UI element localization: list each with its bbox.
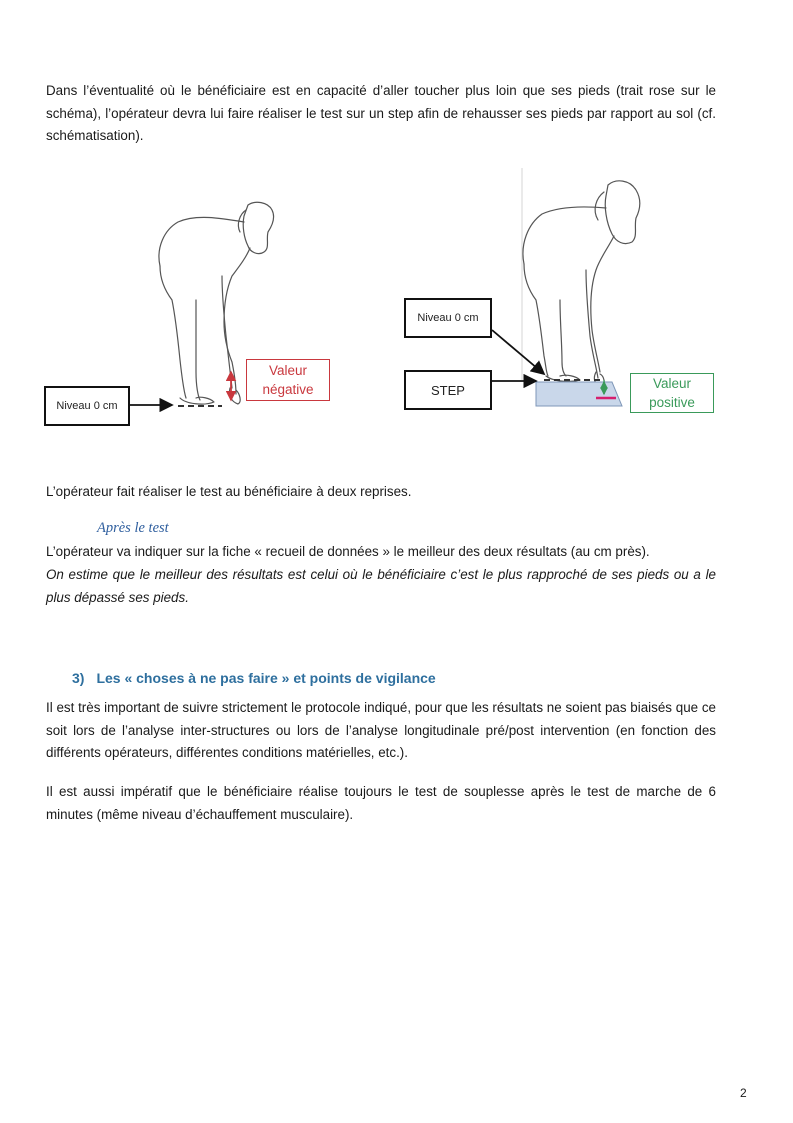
intro-paragraph: Dans l’éventualité où le bénéficiaire est en capacité d’aller toucher plus loin que ses pieds (trait rose sur le schéma), l’opérateur devra lui faire réaliser le test sur un step afin de rehausser ses pieds par rapport au sol (cf. schématisation). — [46, 83, 716, 143]
after-test-heading: Après le test — [97, 520, 169, 536]
negative-line2: négative — [262, 382, 314, 397]
after-test-paragraph: L’opérateur va indiquer sur la fiche « recueil de données » le meilleur des deux résultats (au cm près). — [46, 544, 650, 559]
section-3-title: Les « choses à ne pas faire » et points de vigilance — [96, 670, 436, 686]
right-figure-woman — [523, 181, 640, 386]
negative-value-box — [246, 359, 330, 401]
right-level-label: Niveau 0 cm — [404, 298, 492, 338]
left-level-label: Niveau 0 cm — [44, 386, 130, 426]
step-label: STEP — [404, 370, 492, 410]
section-3-paragraph-1: Il est très important de suivre strictement le protocole indiqué, pour que les résultats ne soient pas biaisés que ce soit lors de l’analyse inter-structures ou lors de l’analyse longitudinale pré/post intervention (en fonction des différents opérateurs, différentes conditions matérielles, etc.). — [46, 700, 716, 760]
section-3-number: 3) — [72, 670, 85, 686]
section-3-paragraph-2: Il est aussi impératif que le bénéficiaire réalise toujours le test de souplesse après le test de marche de 6 minutes (même niveau d’échauffement musculaire). — [46, 784, 716, 822]
repeat-paragraph: L’opérateur fait réaliser le test au bénéficiaire à deux reprises. — [46, 484, 412, 499]
after-test-italic-paragraph: On estime que le meilleur des résultats est celui où le bénéficiaire c’est le plus rapproché de ses pieds ou a le plus dépassé ses pieds. — [46, 567, 716, 605]
right-level-arrow — [492, 330, 544, 374]
positive-line2: positive — [649, 395, 695, 410]
page-number: 2 — [740, 1086, 747, 1100]
section-3-heading — [72, 670, 436, 686]
positive-value-box — [630, 373, 714, 413]
step-block — [536, 382, 622, 406]
negative-line1: Valeur — [268, 363, 308, 378]
positive-line1: Valeur — [652, 376, 692, 391]
